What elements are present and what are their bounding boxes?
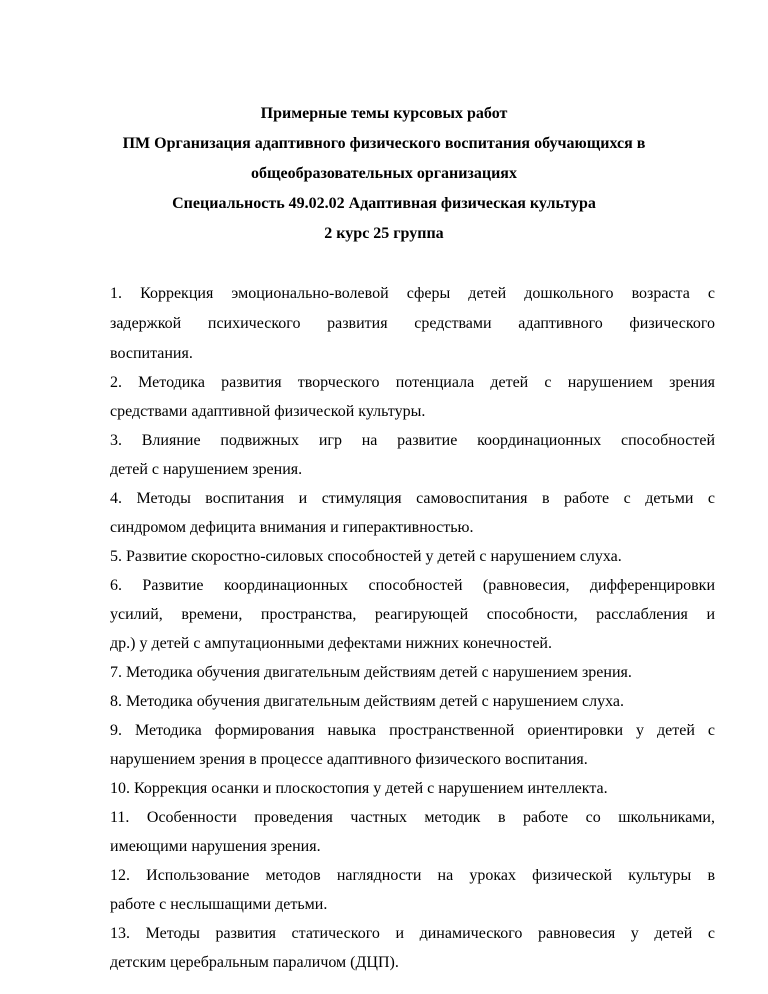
topic-line: детским церебральным параличом (ДЦП).: [110, 954, 399, 971]
topic-line: 5. Развитие скоростно-силовых способностей у детей с нарушением слуха.: [110, 548, 622, 565]
header-module: ПМ Организация адаптивного физического воспитания обучающихся в: [122, 135, 646, 152]
header-module-cont: общеобразовательных организациях: [251, 165, 517, 182]
topic-line: воспитания.: [110, 345, 193, 362]
topic-line: др.) у детей с ампутационными дефектами нижних конечностей.: [110, 635, 552, 652]
topic-line: 11. Особенности проведения частных методик в работе со школьниками,: [110, 809, 715, 826]
topic-line: 6. Развитие координационных способностей (равновесия, дифференцировки: [110, 577, 715, 594]
topic-line: 13. Методы развития статического и динамического равновесия у детей с: [110, 925, 715, 942]
topic-line: 12. Использование методов наглядности на уроках физической культуры в: [110, 867, 715, 884]
topic-line: задержкой психического развития средствами адаптивного физического: [110, 315, 715, 332]
topic-line: работе с неслышащими детьми.: [110, 896, 328, 913]
header-specialty: Специальность 49.02.02 Адаптивная физическая культура: [172, 195, 596, 212]
topic-line: детей с нарушением зрения.: [110, 461, 303, 478]
header-group: 2 курс 25 группа: [324, 225, 444, 242]
topic-line: нарушением зрения в процессе адаптивного физического воспитания.: [110, 751, 588, 768]
topic-line: синдромом дефицита внимания и гиперактивностью.: [110, 519, 474, 536]
header-title: Примерные темы курсовых работ: [260, 105, 508, 122]
topic-line: усилий, времени, пространства, реагирующей способности, расслабления и: [110, 606, 715, 623]
topic-line: 1. Коррекция эмоционально-волевой сферы детей дошкольного возраста с: [110, 285, 715, 302]
topic-line: 8. Методика обучения двигательным действиям детей с нарушением слуха.: [110, 693, 624, 710]
topic-line: 7. Методика обучения двигательным действиям детей с нарушением зрения.: [110, 664, 632, 681]
topic-line: 4. Методы воспитания и стимуляция самовоспитания в работе с детьми с: [110, 490, 715, 507]
topic-line: средствами адаптивной физической культуры.: [110, 403, 426, 420]
topic-line: 9. Методика формирования навыка пространственной ориентировки у детей с: [110, 722, 715, 739]
topic-line: 10. Коррекция осанки и плоскостопия у детей с нарушением интеллекта.: [110, 780, 608, 797]
topic-line: 2. Методика развития творческого потенциала детей с нарушением зрения: [110, 374, 715, 391]
topic-line: 3. Влияние подвижных игр на развитие координационных способностей: [110, 432, 715, 449]
topic-line: имеющими нарушения зрения.: [110, 838, 321, 855]
